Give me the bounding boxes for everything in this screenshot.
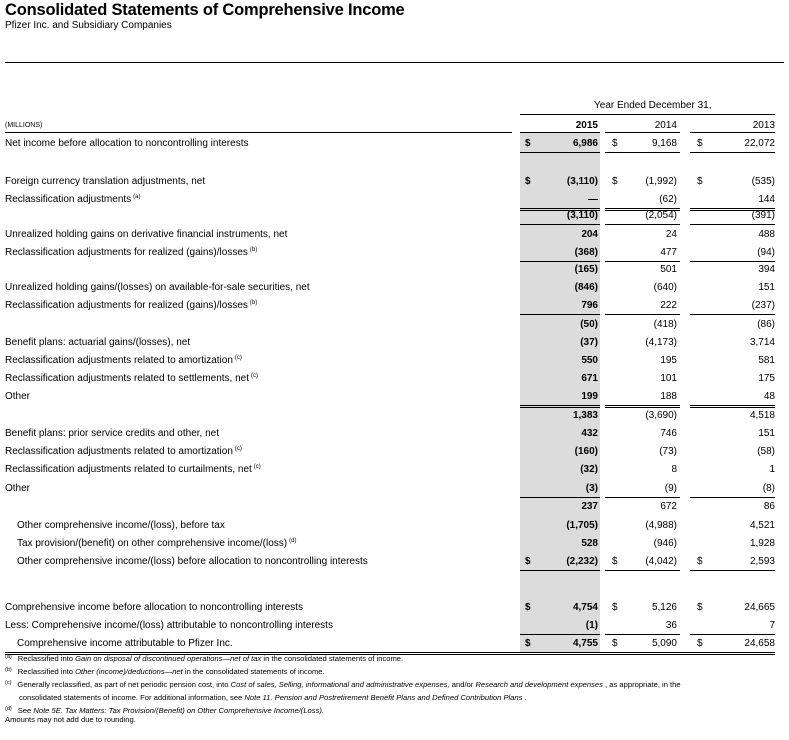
total-rule (690, 405, 775, 408)
total-rule (605, 634, 680, 635)
row-label (5, 337, 190, 348)
footnote (5, 706, 324, 715)
divider (520, 114, 775, 115)
total-rule (690, 261, 775, 262)
total-rule (520, 405, 600, 408)
row-label (5, 176, 205, 187)
footnote-ref: (c) (234, 355, 242, 361)
total-rule (520, 634, 600, 635)
year-2013: 2013 (752, 120, 775, 131)
total-rule (520, 261, 600, 262)
table-row (0, 602, 789, 618)
value-2013: 86 (763, 501, 775, 512)
total-rule (605, 570, 680, 571)
footnote (5, 680, 681, 689)
total-rule (520, 224, 600, 225)
value-2014: 501 (660, 264, 677, 275)
value-2014: (3,690) (645, 410, 677, 421)
footnote-text-part: in the consolidated statements of income. (182, 667, 325, 676)
table-row (0, 282, 789, 298)
currency-symbol: $ (525, 176, 531, 187)
footnote-ref: (c) (251, 373, 259, 379)
row-label (17, 638, 233, 649)
value-2015: (3) (585, 483, 598, 494)
value-2015: 199 (581, 391, 598, 402)
value-2014: (946) (653, 538, 677, 549)
row-label (5, 229, 287, 240)
value-2013: 1,928 (749, 538, 775, 549)
currency-symbol: $ (612, 138, 618, 149)
table-row (0, 520, 789, 536)
table-row (0, 176, 789, 192)
total-rule (520, 314, 600, 315)
row-label-text: Comprehensive income before allocation to noncontrolling interests (5, 602, 303, 613)
value-2015: (3,110) (566, 210, 598, 221)
value-2013: 3,714 (749, 337, 775, 348)
value-2015: 432 (581, 428, 598, 439)
footnote-ref: (b) (249, 300, 258, 306)
value-2015: (3,110) (566, 176, 598, 187)
value-2014: 36 (665, 620, 677, 631)
year-2015: 2015 (575, 120, 598, 131)
value-2015: (160) (574, 446, 598, 457)
footnote-text (18, 654, 403, 663)
total-rule (690, 224, 775, 225)
value-2014: 5,090 (651, 638, 677, 649)
table-row (0, 538, 789, 554)
table-row (0, 464, 789, 480)
total-rule (605, 261, 680, 262)
value-2015: 4,755 (572, 638, 598, 649)
currency-symbol: $ (697, 638, 703, 649)
value-2015: 6,986 (572, 138, 598, 149)
row-label (5, 138, 248, 149)
footnote-text (17, 680, 680, 689)
value-2014: (1,992) (645, 176, 677, 187)
row-label (5, 282, 310, 293)
row-label (5, 355, 242, 366)
row-label-text: Benefit plans: prior service credits and other, net (5, 428, 220, 439)
footnote-mark: (b) (5, 667, 12, 673)
value-2014: 222 (660, 300, 677, 311)
table-row (0, 410, 789, 426)
footnote-text-part: Gain on disposal of discontinued operations—net of tax (75, 654, 262, 663)
total-rule (605, 224, 680, 225)
value-2015: 4,754 (572, 602, 598, 613)
value-2014: (62) (659, 194, 677, 205)
value-2014: 746 (660, 428, 677, 439)
page-subtitle: Pfizer Inc. and Subsidiary Companies (5, 20, 172, 31)
value-2013: 7 (769, 620, 775, 631)
value-2015: 1,383 (572, 410, 598, 421)
footnote-text (18, 706, 324, 715)
row-label (17, 520, 225, 531)
value-2013: (58) (757, 446, 775, 457)
footnote-ref: (d) (289, 538, 297, 544)
value-2013: (94) (757, 247, 775, 258)
currency-symbol: $ (525, 138, 531, 149)
footnote-text-part: in the consolidated statements of income. (261, 654, 404, 663)
value-2013: 488 (758, 229, 775, 240)
table-row (0, 428, 789, 444)
divider (520, 132, 600, 133)
total-rule (605, 314, 680, 315)
total-rule (690, 497, 775, 498)
footnote-text-part: Generally reclassified, as part of net periodic pension cost, into (17, 680, 231, 689)
value-2014: 8 (671, 464, 677, 475)
value-2014: 477 (660, 247, 677, 258)
value-2013: (8) (762, 483, 775, 494)
value-2015: (50) (580, 319, 598, 330)
value-2014: 195 (660, 355, 677, 366)
footnote-text-part: . (522, 693, 527, 702)
divider (5, 132, 512, 133)
row-label (5, 620, 333, 631)
table-row (0, 264, 789, 280)
value-2013: (535) (751, 176, 775, 187)
value-2014: (640) (653, 282, 677, 293)
currency-symbol: $ (697, 176, 703, 187)
row-label (5, 247, 257, 258)
currency-symbol: $ (525, 602, 531, 613)
value-2014: (4,988) (645, 520, 677, 531)
value-2015: (368) (574, 247, 598, 258)
row-label-text: Other comprehensive income/(loss) before allocation to noncontrolling interests (17, 556, 368, 567)
value-2015: (1,705) (566, 520, 598, 531)
footnote-text-part: consolidated statements of income. For additional information, see (19, 693, 245, 702)
footnote-ref: (a) (133, 194, 141, 200)
total-rule (605, 405, 680, 408)
value-2014: (2,054) (645, 210, 677, 221)
footnote-text-part: Other (income)/deductions—net (75, 667, 183, 676)
footnote-text (19, 693, 527, 702)
footnote-text-part: , as appropriate, in the (602, 680, 681, 689)
row-label (17, 556, 368, 567)
value-2015: 204 (581, 229, 598, 240)
currency-symbol: $ (697, 556, 703, 567)
footnote-text-part: and/or (449, 680, 476, 689)
footnote-text-part: Reclassified into (17, 667, 76, 676)
value-2014: (4,173) (645, 337, 677, 348)
value-2015: 528 (581, 538, 598, 549)
value-2013: 144 (758, 194, 775, 205)
period-label: Year Ended December 31, (594, 100, 712, 111)
value-2015: (32) (580, 464, 598, 475)
footnote-text-part: Research and development expenses (475, 680, 603, 689)
value-2013: (237) (751, 300, 775, 311)
row-label-text: Reclassification adjustments for realized (gains)/losses (5, 300, 248, 311)
row-label (5, 602, 303, 613)
row-label-text: Other (5, 391, 31, 402)
value-2015: 796 (581, 300, 598, 311)
value-2015: (37) (580, 337, 598, 348)
value-2013: (86) (757, 319, 775, 330)
row-label-text: Reclassification adjustments related to amortization (5, 355, 233, 366)
total-rule (690, 314, 775, 315)
value-2014: 672 (660, 501, 677, 512)
row-label-text: Unrealized holding gains/(losses) on available-for-sale securities, net (5, 282, 310, 293)
footnote-mark: (d) (5, 706, 12, 712)
value-2013: 151 (758, 282, 775, 293)
value-2014: (418) (653, 319, 677, 330)
footnote-text-part: See (17, 706, 34, 715)
footnote (5, 654, 403, 663)
value-2013: 175 (758, 373, 775, 384)
footnote-ref: (c) (253, 464, 261, 470)
footnote-ref: (b) (249, 247, 258, 253)
total-rule (690, 570, 775, 571)
footnote-text-part: Note 11. Pension and Postretirement Benefit Plans and Defined Contribution Plans (244, 693, 523, 702)
footnote (5, 667, 325, 676)
value-2013: 24,665 (744, 602, 775, 613)
rounding-note: Amounts may not add due to rounding. (5, 715, 136, 724)
row-label-text: Benefit plans: actuarial gains/(losses), net (5, 337, 191, 348)
row-label-text: Comprehensive income attributable to Pfizer Inc. (17, 638, 233, 649)
value-2014: 24 (665, 229, 677, 240)
total-rule (690, 634, 775, 635)
row-label (5, 446, 242, 457)
value-2013: 4,521 (749, 520, 775, 531)
currency-symbol: $ (612, 176, 618, 187)
row-label (5, 464, 261, 475)
value-2015: (2,232) (566, 556, 598, 567)
table-row (0, 319, 789, 335)
row-label (5, 428, 219, 439)
currency-symbol: $ (612, 638, 618, 649)
row-label-text: Foreign currency translation adjustments, net (5, 176, 206, 187)
footnote-text-part: Reclassified into (17, 654, 76, 663)
value-2013: 24,658 (744, 638, 775, 649)
value-2013: 48 (763, 391, 775, 402)
value-2014: (9) (664, 483, 677, 494)
row-label (5, 300, 257, 311)
value-2013: 581 (758, 355, 775, 366)
divider (5, 62, 784, 63)
value-2013: 1 (769, 464, 775, 475)
row-label-text: Less: Comprehensive income/(loss) attributable to noncontrolling interests (5, 620, 333, 631)
total-rule (520, 152, 600, 153)
table-row (0, 355, 789, 371)
footnote-mark: (a) (5, 654, 12, 660)
value-2013: 2,593 (749, 556, 775, 567)
value-2014: 188 (660, 391, 677, 402)
year-2014: 2014 (654, 120, 677, 131)
value-2015: 237 (581, 501, 598, 512)
row-label (5, 373, 258, 384)
total-rule (520, 570, 600, 571)
currency-symbol: $ (612, 602, 618, 613)
row-label (5, 391, 30, 402)
footnote-text (18, 667, 325, 676)
value-2013: 22,072 (744, 138, 775, 149)
value-2015: — (588, 194, 598, 205)
row-label-text: Net income before allocation to noncontrolling interests (5, 138, 249, 149)
value-2013: 151 (758, 428, 775, 439)
currency-symbol: $ (697, 602, 703, 613)
total-rule (605, 497, 680, 498)
total-rule (690, 152, 775, 153)
row-label-text: Reclassification adjustments related to curtailments, net (5, 464, 252, 475)
footnote-text-part: Note 5E. Tax Matters: Tax Provision/(Benefit) on Other Comprehensive Income/(Loss). (33, 706, 325, 715)
row-label-text: Other comprehensive income/(loss), before tax (17, 520, 225, 531)
footnote (5, 693, 527, 702)
value-2014: 9,168 (651, 138, 677, 149)
value-2014: 5,126 (651, 602, 677, 613)
value-2013: 4,518 (749, 410, 775, 421)
value-2014: (4,042) (645, 556, 677, 567)
table-row (0, 501, 789, 517)
value-2014: (73) (659, 446, 677, 457)
divider (605, 132, 680, 133)
currency-symbol: $ (525, 638, 531, 649)
page-title: Consolidated Statements of Comprehensive Income (5, 1, 405, 19)
table-row (0, 337, 789, 353)
table-row (0, 229, 789, 245)
row-label-text: Reclassification adjustments (5, 194, 132, 205)
value-2014: 101 (660, 373, 677, 384)
footnote-text-part: Cost of sales, Selling, informational and administrative expenses, (230, 680, 450, 689)
row-label (5, 194, 141, 205)
total-rule (605, 152, 680, 153)
row-label-text: Unrealized holding gains on derivative financial instruments, net (5, 229, 288, 240)
row-label-text: Other (5, 483, 31, 494)
currency-symbol: $ (612, 556, 618, 567)
footnote-mark: (c) (5, 680, 12, 686)
value-2013: (391) (751, 210, 775, 221)
total-rule (520, 497, 600, 498)
footnote-ref: (c) (234, 446, 242, 452)
currency-symbol: $ (697, 138, 703, 149)
table-row (0, 373, 789, 389)
row-label-text: Tax provision/(benefit) on other comprehensive income/(loss) (17, 538, 288, 549)
value-2015: (1) (585, 620, 598, 631)
row-label (17, 538, 296, 549)
value-2015: 671 (581, 373, 598, 384)
currency-symbol: $ (525, 556, 531, 567)
value-2013: 394 (758, 264, 775, 275)
divider (690, 132, 775, 133)
row-label-text: Reclassification adjustments related to settlements, net (5, 373, 250, 384)
table-row (0, 446, 789, 462)
row-label (5, 483, 30, 494)
row-label-text: Reclassification adjustments related to amortization (5, 446, 233, 457)
value-2015: 550 (581, 355, 598, 366)
units-label: (MILLIONS) (5, 122, 43, 129)
row-label-text: Reclassification adjustments for realized (gains)/losses (5, 247, 248, 258)
value-2015: (165) (574, 264, 598, 275)
value-2015: (846) (574, 282, 598, 293)
